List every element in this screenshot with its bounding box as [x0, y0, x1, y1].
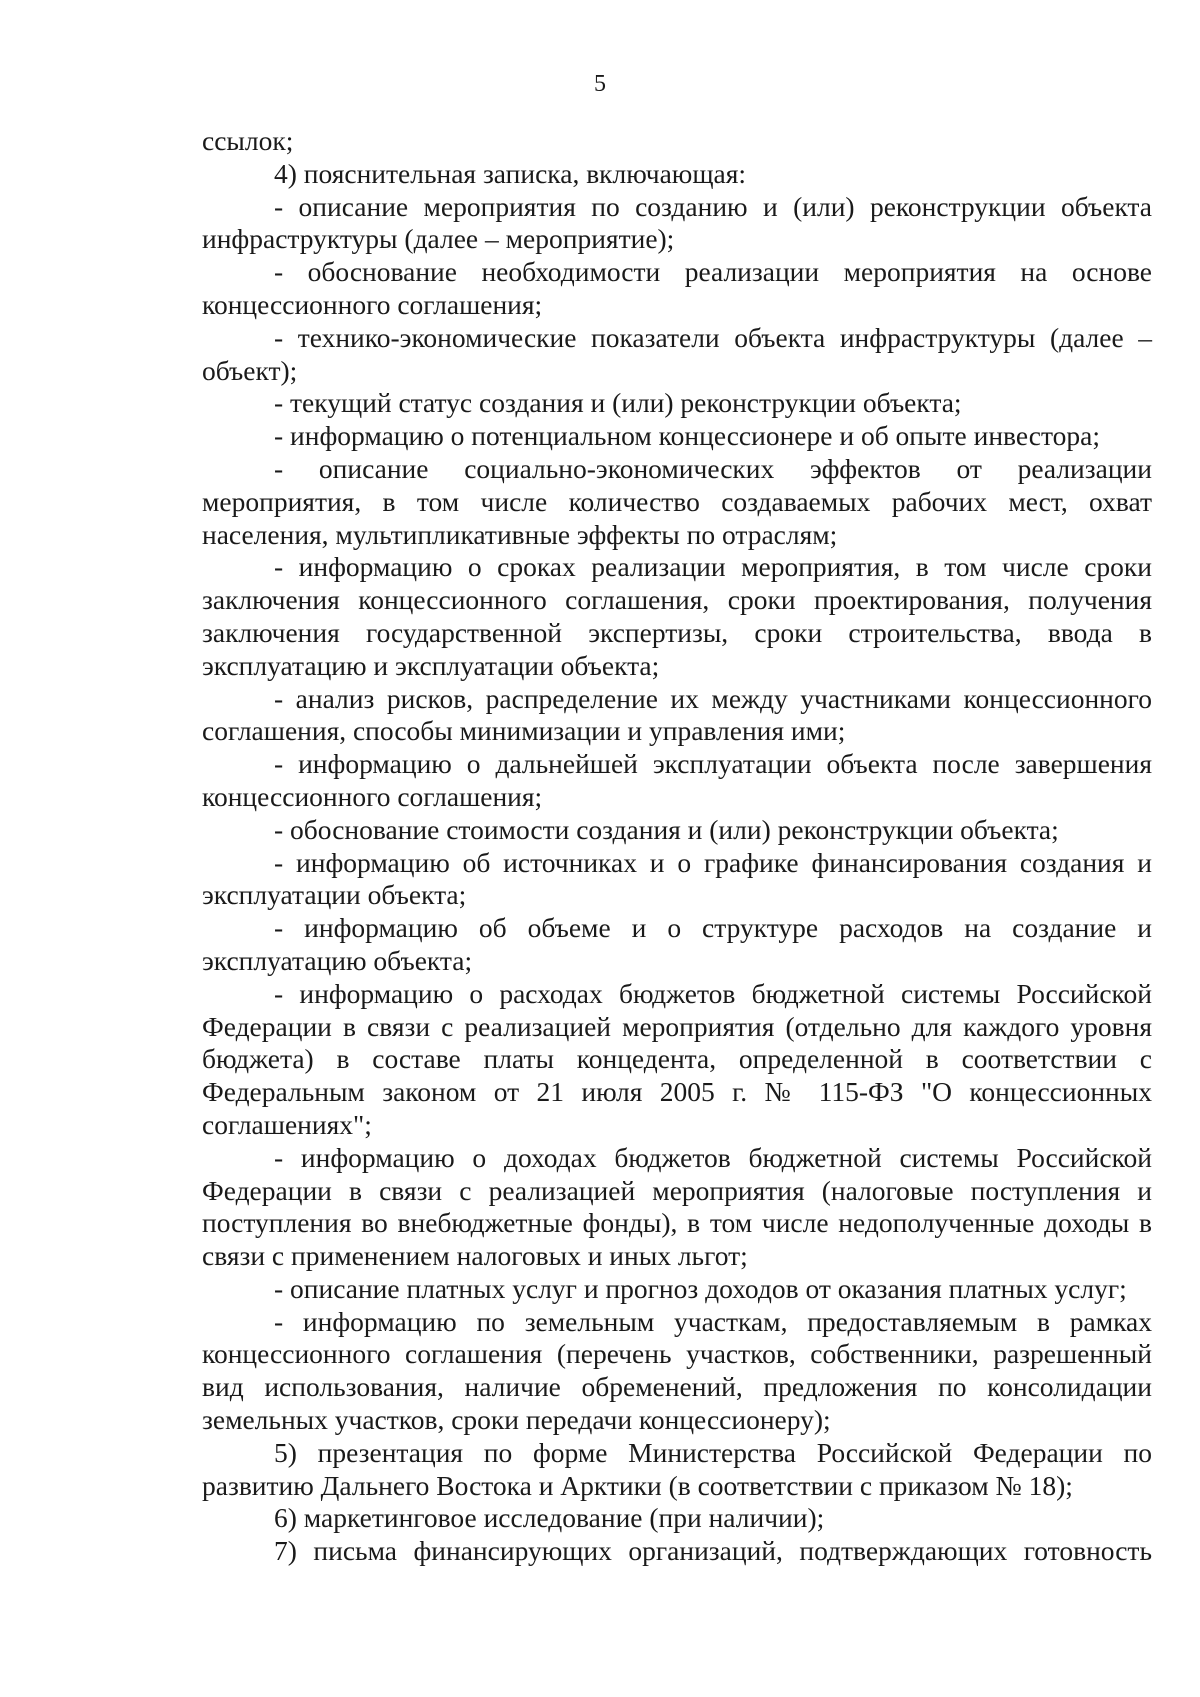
bullet-item: - описание мероприятия по созданию и (или) реконструкции объекта инфраструктуры (далее – мероприятие);: [202, 190, 1152, 255]
bullet-item: - информацию о сроках реализации мероприятия, в том числе сроки заключения концессионного соглашения, сроки проектирования, получения заключения государственной экспертизы, сроки строительства, ввода в эксплуатацию и эксплуатации объекта;: [202, 551, 1152, 681]
bullet-item: - информацию о дальнейшей эксплуатации объекта после завершения концессионного соглашения;: [202, 748, 1152, 812]
bullet-item: - информацию о доходах бюджетов бюджетной системы Российской Федерации в связи с реализацией мероприятия (налоговые поступления и поступления во внебюджетные фонды), в том числе недополученные доходы в связи с применением налоговых и иных льгот;: [202, 1141, 1152, 1272]
bullet-item: - информацию о потенциальном концессионере и об опыте инвестора;: [274, 420, 1100, 452]
bullet-item: - описание платных услуг и прогноз доходов от оказания платных услуг;: [274, 1272, 1127, 1304]
bullet-item: - описание социально-экономических эффектов от реализации мероприятия, в том числе количество создаваемых рабочих мест, охват населения, мультипликативные эффекты по отраслям;: [202, 452, 1152, 550]
bullet-item: - текущий статус создания и (или) реконструкции объекта;: [274, 387, 962, 419]
bullet-item: - информацию об объеме и о структуре расходов на создание и эксплуатацию объекта;: [202, 912, 1152, 976]
bullet-item: - информацию по земельным участкам, предоставляемым в рамках концессионного соглашения (перечень участков, собственники, разрешенный вид использования, наличие обременений, предложения по консолидации земельных участков, сроки передачи концессионеру);: [202, 1305, 1152, 1436]
list-item-6-marketing-research: 6) маркетинговое исследование (при наличии);: [274, 1502, 825, 1534]
list-item-5-presentation: 5) презентация по форме Министерства Российской Федерации по развитию Дальнего Востока и Арктики (в соответствии с приказом № 18);: [202, 1436, 1152, 1501]
list-item-4-explanatory-note: 4) пояснительная записка, включающая:: [274, 157, 747, 189]
paragraph-continuation: ссылок;: [202, 125, 294, 156]
bullet-item: - обоснование стоимости создания и (или) реконструкции объекта;: [274, 813, 1059, 845]
list-item-7-financing-letters: 7) письма финансирующих организаций, подтверждающих готовность: [274, 1535, 1152, 1567]
page-number: 5: [594, 71, 606, 97]
bullet-item: - технико-экономические показатели объекта инфраструктуры (далее – объект);: [202, 321, 1152, 386]
bullet-item: - обоснование необходимости реализации мероприятия на основе концессионного соглашения;: [202, 256, 1152, 320]
document-body: [202, 125, 1152, 1568]
bullet-item: - информацию о расходах бюджетов бюджетной системы Российской Федерации в связи с реализацией мероприятия (отдельно для каждого уровня бюджета) в составе платы концедента, определенной в соответствии с Федеральным законом от 21 июля 2005 г. № 115-ФЗ "О концессионных соглашениях";: [202, 977, 1152, 1140]
bullet-item: - анализ рисков, распределение их между участниками концессионного соглашения, способы минимизации и управления ими;: [202, 682, 1152, 747]
bullet-item: - информацию об источниках и о графике финансирования создания и эксплуатации объекта;: [202, 846, 1152, 911]
